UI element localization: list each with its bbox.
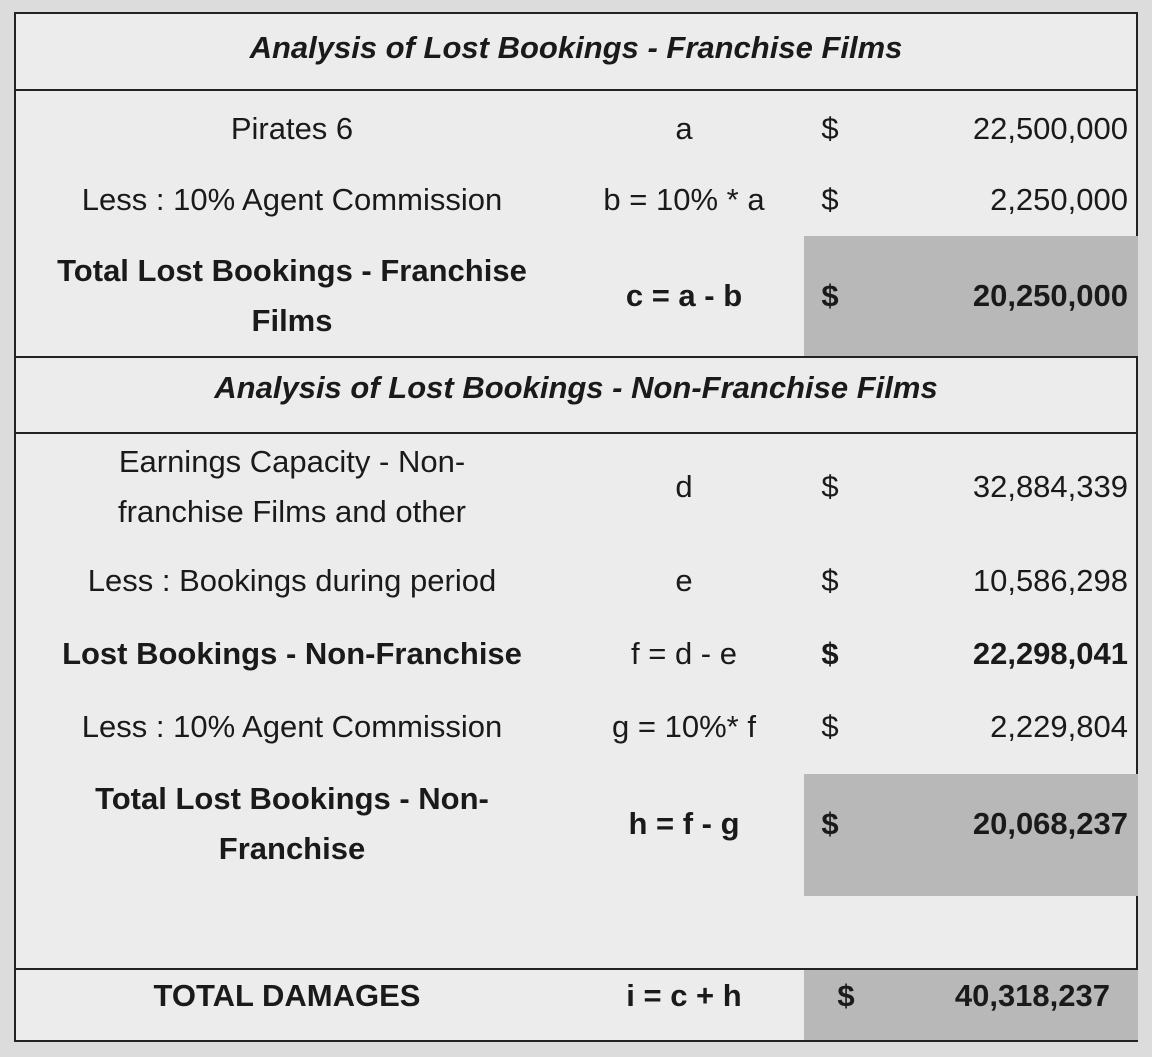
table-row bbox=[16, 620, 1136, 688]
row-formula: c = a - b bbox=[625, 278, 743, 313]
row-formula: f = d - e bbox=[631, 636, 737, 671]
table-row bbox=[16, 692, 1136, 762]
damages-table bbox=[14, 12, 1138, 1042]
row-description: Lost Bookings - Non-Franchise bbox=[62, 636, 522, 671]
row-description: Less : Bookings during period bbox=[87, 563, 497, 598]
franchise-total-row bbox=[16, 236, 1136, 356]
row-description: Total Lost Bookings - Non-Franchise bbox=[95, 781, 489, 866]
row-description: Less : 10% Agent Commission bbox=[81, 182, 503, 217]
row-description: Total Lost Bookings - Franchise Films bbox=[57, 253, 527, 338]
row-amount: 20,250,000 bbox=[972, 278, 1128, 313]
currency-symbol: $ bbox=[821, 111, 839, 146]
divider bbox=[16, 356, 1136, 358]
row-amount: 40,318,237 bbox=[954, 978, 1110, 1013]
currency-symbol: $ bbox=[837, 978, 855, 1013]
row-amount: 10,586,298 bbox=[972, 563, 1128, 598]
table-row bbox=[16, 164, 1136, 236]
row-formula: h = f - g bbox=[628, 806, 740, 841]
row-amount: 20,068,237 bbox=[972, 806, 1128, 841]
row-amount: 22,298,041 bbox=[972, 636, 1128, 671]
currency-symbol: $ bbox=[821, 469, 839, 504]
grand-total-row bbox=[16, 970, 1136, 1022]
currency-symbol: $ bbox=[821, 278, 839, 313]
row-formula: b = 10% * a bbox=[603, 182, 765, 217]
row-formula: d bbox=[675, 469, 693, 504]
non-franchise-section-title: Analysis of Lost Bookings - Non-Franchise Films bbox=[214, 370, 938, 405]
table-row bbox=[16, 548, 1136, 614]
row-amount: 22,500,000 bbox=[972, 111, 1128, 146]
row-amount: 32,884,339 bbox=[972, 469, 1128, 504]
non-franchise-total-row bbox=[16, 764, 1136, 884]
row-formula: e bbox=[675, 563, 693, 598]
currency-symbol: $ bbox=[821, 709, 839, 744]
currency-symbol: $ bbox=[821, 806, 839, 841]
row-formula: a bbox=[675, 111, 693, 146]
row-amount: 2,250,000 bbox=[990, 182, 1128, 217]
divider bbox=[16, 432, 1136, 434]
franchise-section-title: Analysis of Lost Bookings - Franchise Films bbox=[249, 30, 903, 65]
currency-symbol: $ bbox=[821, 563, 839, 598]
currency-symbol: $ bbox=[821, 636, 839, 671]
currency-symbol: $ bbox=[821, 182, 839, 217]
row-description: Pirates 6 bbox=[230, 111, 354, 146]
divider bbox=[16, 89, 1136, 91]
row-description: TOTAL DAMAGES bbox=[153, 978, 421, 1013]
row-formula: i = c + h bbox=[626, 978, 742, 1013]
table-row bbox=[16, 94, 1136, 164]
row-formula: g = 10%* f bbox=[612, 709, 756, 744]
table-row bbox=[16, 438, 1136, 536]
row-description: Earnings Capacity - Non-franchise Films and other bbox=[117, 444, 467, 529]
row-description: Less : 10% Agent Commission bbox=[81, 709, 503, 744]
row-amount: 2,229,804 bbox=[990, 709, 1128, 744]
